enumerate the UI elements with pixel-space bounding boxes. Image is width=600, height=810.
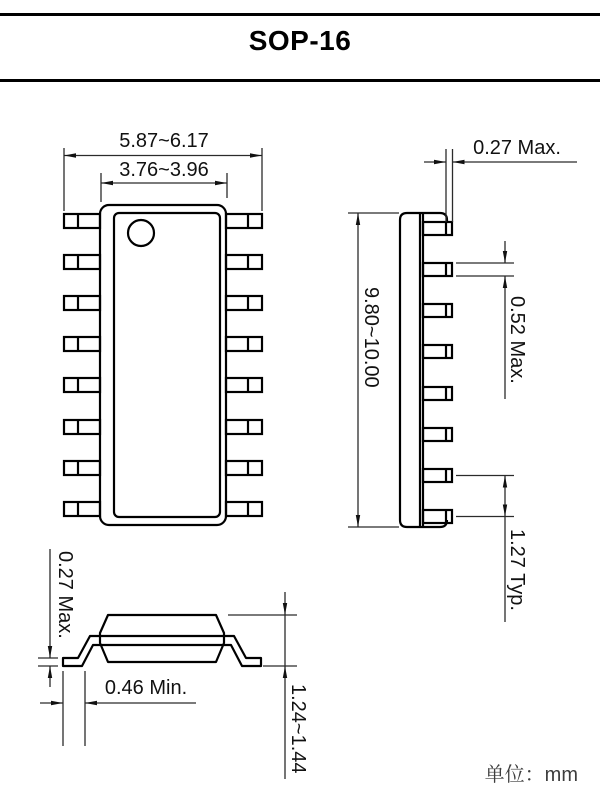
dim-height-label: 1.24~1.44 [287,684,309,774]
top-view-pins [64,214,262,516]
side-view-dimensions [348,149,577,622]
dim-lead-tip-label: 0.27 Max. [473,137,561,159]
dim-lead-pitch-label: 1.27 Typ. [506,529,528,611]
right-gullwing-lead [223,636,261,666]
top-view-drawing [100,205,226,525]
page-title: SOP-16 [248,25,352,56]
dim-lead-thickness-label: 0.27 Max. [54,551,76,639]
unit-label: 单位：mm [484,764,578,786]
side-view-leads [423,222,452,523]
front-view-drawing [63,615,261,666]
pin1-indicator-circle [128,220,154,246]
dim-body-length-label: 9.80~10.00 [360,287,382,388]
dim-lead-width-label: 0.52 Max. [506,296,528,384]
dim-overall-width-label: 5.87~6.17 [119,130,209,152]
front-view-dimensions [38,549,297,779]
dim-foot-length-label: 0.46 Min. [104,677,188,699]
dim-body-width-label: 3.76~3.96 [119,159,209,181]
left-gullwing-lead [63,636,101,666]
